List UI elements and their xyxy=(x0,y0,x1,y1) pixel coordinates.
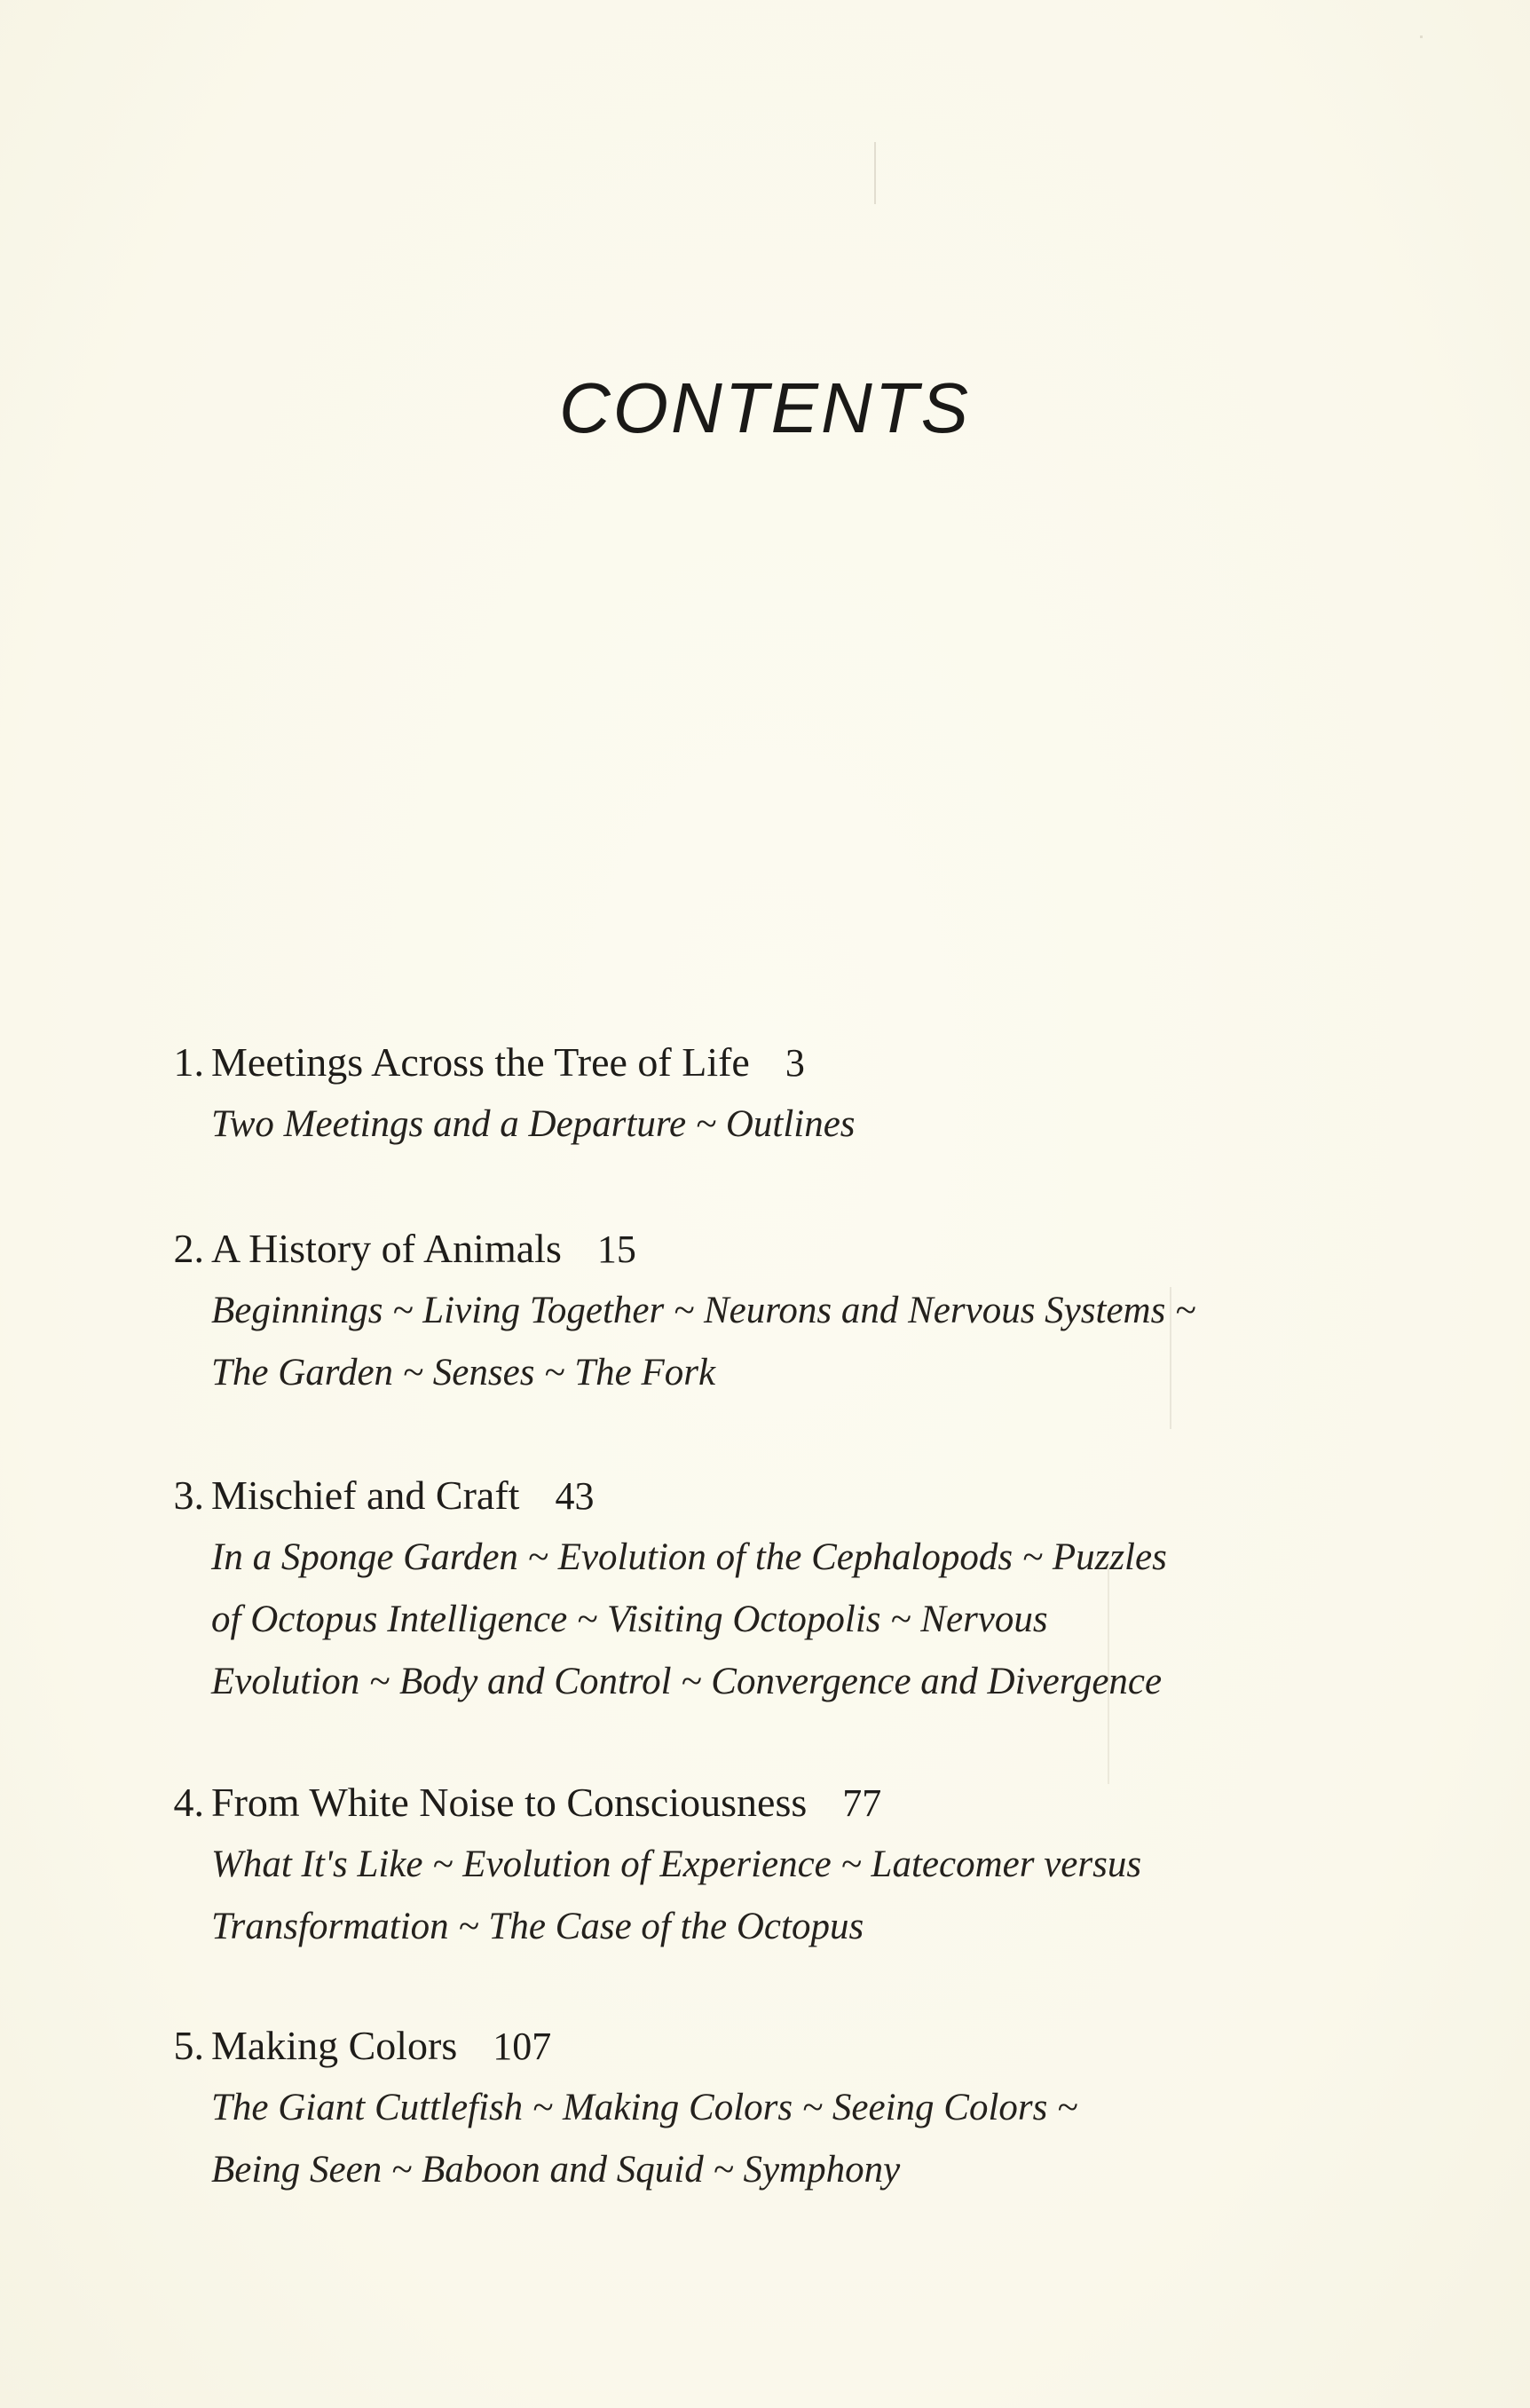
chapter-sections xyxy=(211,1280,1195,1404)
chapter-sections xyxy=(211,1527,1167,1713)
section-line: Two Meetings and a Departure ~ Outlines xyxy=(211,1103,856,1145)
chapter-heading xyxy=(211,1218,636,1281)
chapter-page-number: 3 xyxy=(785,1041,805,1085)
chapter-heading xyxy=(211,1772,881,1835)
chapter-sections xyxy=(211,2077,1077,2201)
chapter-sections xyxy=(211,1093,856,1156)
chapter-title: Meetings Across the Tree of Life xyxy=(211,1039,750,1085)
section-line: The Giant Cuttlefish ~ Making Colors ~ Seeing Colors ~ xyxy=(211,2087,1078,2128)
chapter-sections xyxy=(211,1834,1141,1958)
chapter-heading xyxy=(211,1465,594,1528)
page-title: CONTENTS xyxy=(559,368,971,447)
section-line: Transformation ~ The Case of the Octopus xyxy=(211,1906,864,1947)
section-line: of Octopus Intelligence ~ Visiting Octopolis ~ Nervous xyxy=(211,1599,1048,1640)
section-line: Evolution ~ Body and Control ~ Convergence and Divergence xyxy=(211,1661,1163,1702)
section-line: The Garden ~ Senses ~ The Fork xyxy=(211,1352,716,1393)
chapter-title: A History of Animals xyxy=(211,1226,562,1271)
chapter-heading xyxy=(211,2015,551,2078)
chapter-number: 4. xyxy=(173,1780,204,1825)
section-line: Beginnings ~ Living Together ~ Neurons and Nervous Systems ~ xyxy=(211,1290,1196,1331)
chapter-page-number: 107 xyxy=(493,2025,552,2068)
chapter-number: 5. xyxy=(173,2023,204,2068)
scan-mark xyxy=(1420,36,1423,38)
chapter-title: Mischief and Craft xyxy=(211,1472,520,1518)
chapter-page-number: 77 xyxy=(842,1781,882,1825)
chapter-page-number: 15 xyxy=(596,1228,636,1271)
chapter-number: 1. xyxy=(173,1039,204,1085)
section-line: Being Seen ~ Baboon and Squid ~ Symphony xyxy=(211,2149,901,2191)
chapter-page-number: 43 xyxy=(555,1474,595,1518)
scan-mark xyxy=(874,142,876,204)
chapter-title: From White Noise to Consciousness xyxy=(211,1780,808,1825)
chapter-number: 3. xyxy=(173,1472,204,1518)
chapter-title: Making Colors xyxy=(211,2023,458,2068)
section-line: What It's Like ~ Evolution of Experience ~ Latecomer versus xyxy=(211,1844,1142,1885)
chapter-number: 2. xyxy=(173,1226,204,1271)
chapter-heading xyxy=(211,1031,805,1094)
section-line: In a Sponge Garden ~ Evolution of the Cephalopods ~ Puzzles xyxy=(211,1536,1167,1578)
